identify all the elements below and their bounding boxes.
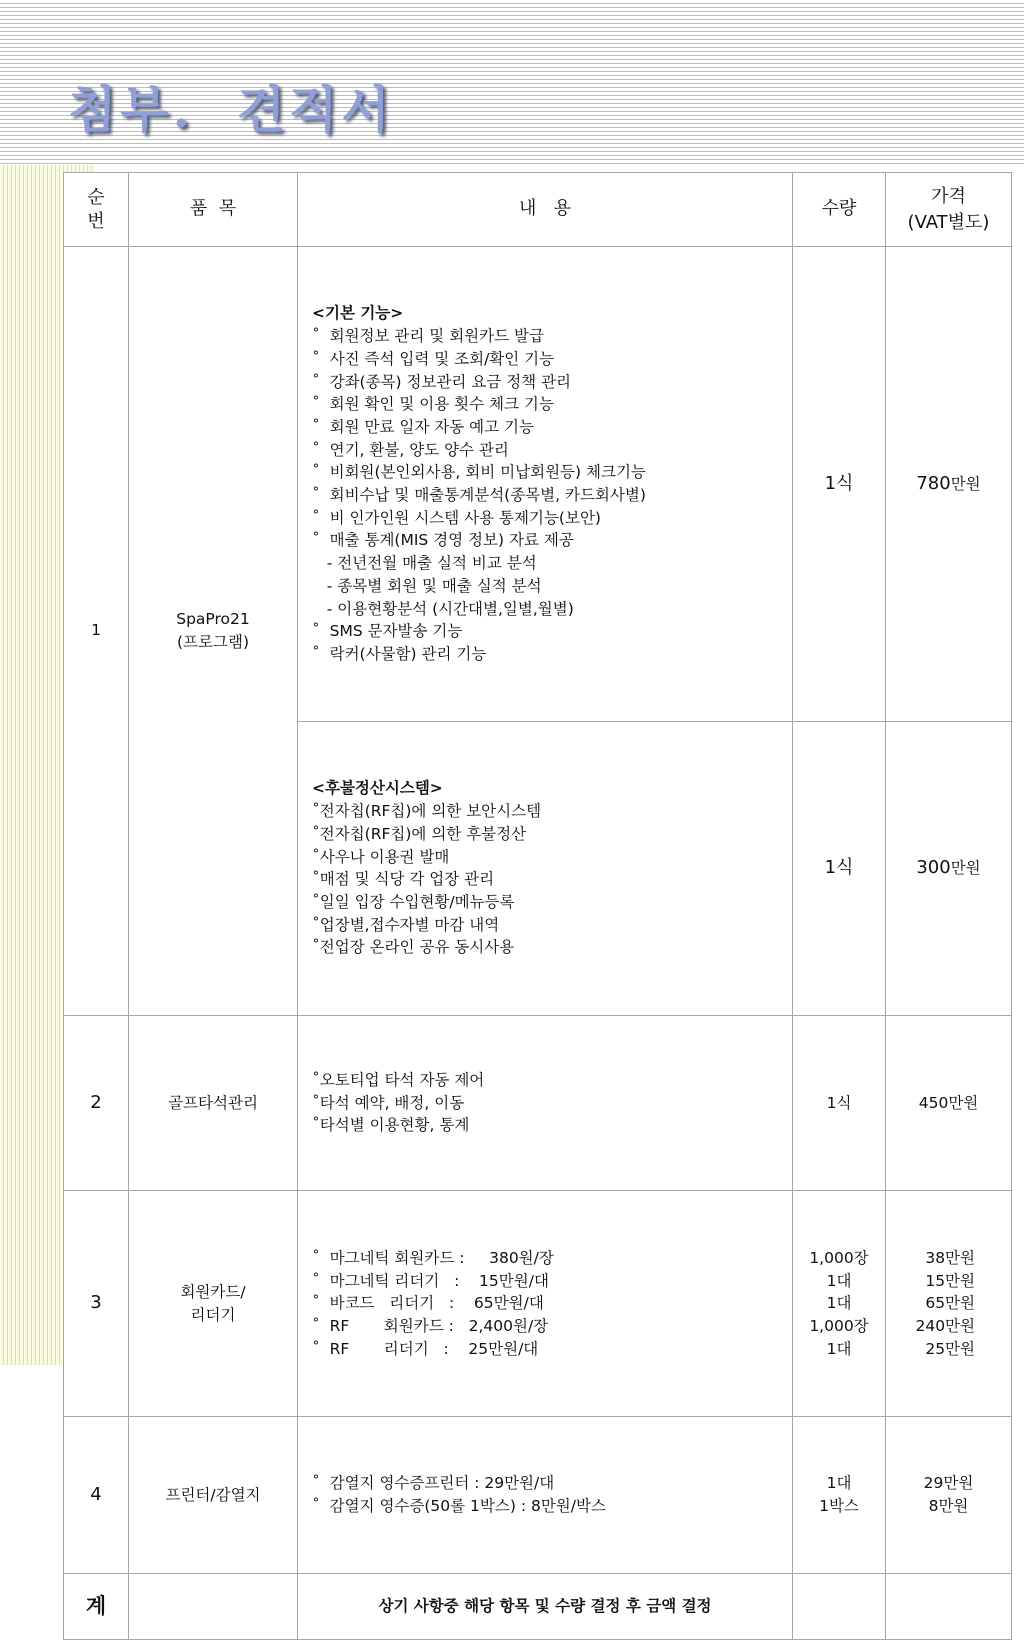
header-price: 가격 (VAT별도) (886, 173, 1012, 247)
total-price-empty (886, 1573, 1012, 1639)
content-line: ˚ 비회원(본인외사용, 회비 미납회원등) 체크기능 (312, 463, 646, 482)
header-content: 내 용 (298, 173, 793, 247)
price-value: 8만원 (928, 1496, 969, 1515)
row-price (886, 1416, 1012, 1573)
content-line: ˚ 사진 즉석 입력 및 조회/확인 기능 (312, 349, 555, 368)
content-line: ˚ 마그네틱 회원카드 : 380원/장 (312, 1248, 554, 1267)
page-title: 첨부. 견적서 (68, 80, 394, 139)
row-content (298, 247, 793, 722)
qty-value: 1대 (826, 1339, 852, 1358)
qty-value: 1박스 (819, 1496, 859, 1515)
row-item: 회원카드/ 리더기 (129, 1191, 298, 1416)
content-line: <후불정산시스템> (312, 779, 443, 798)
row-content (298, 1191, 793, 1416)
header-item: 품 목 (129, 173, 298, 247)
header-qty: 수량 (793, 173, 886, 247)
row-qty: 1식 (793, 247, 886, 722)
row-content (298, 1416, 793, 1573)
total-qty-empty (793, 1573, 886, 1639)
row-content (298, 1015, 793, 1191)
row-no: 2 (64, 1015, 129, 1191)
row-price: 450만원 (886, 1015, 1012, 1191)
qty-value: 1,000장 (809, 1248, 869, 1267)
qty-value: 1대 (826, 1271, 852, 1290)
row-no: 3 (64, 1191, 129, 1416)
qty-value: 1대 (826, 1474, 852, 1493)
content-line: ˚ 회원 확인 및 이용 횟수 체크 기능 (312, 395, 554, 414)
quote-table (63, 172, 1012, 1640)
content-line: ˚전업장 온라인 공유 동시사용 (312, 938, 515, 957)
row-price (886, 722, 1012, 1015)
content-line: ˚업장별,접수자별 마감 내역 (312, 915, 500, 934)
total-row (64, 1573, 1012, 1639)
row-no: 1 (64, 247, 129, 1016)
content-line: - 전년전월 매출 실적 비교 분석 (312, 554, 537, 573)
row-item: 골프타석관리 (129, 1015, 298, 1191)
price-value: 38만원 (925, 1248, 975, 1267)
content-line: ˚전자칩(RF칩)에 의한 보안시스템 (312, 802, 542, 821)
content-line: ˚ 강좌(종목) 정보관리 요금 정책 관리 (312, 372, 572, 391)
row-qty: 1식 (793, 1015, 886, 1191)
row-no: 4 (64, 1416, 129, 1573)
total-item-empty (129, 1573, 298, 1639)
row-price (886, 247, 1012, 722)
content-line: ˚ 락커(사물함) 관리 기능 (312, 644, 487, 663)
content-line: ˚ RF 리더기 : 25만원/대 (312, 1339, 539, 1358)
row-qty: 1식 (793, 722, 886, 1015)
content-line: ˚오토티업 타석 자동 제어 (312, 1070, 485, 1089)
row-content (298, 722, 793, 1015)
row-item: SpaPro21 (프로그램) (129, 247, 298, 1016)
content-line: ˚ 바코드 리더기 : 65만원/대 (312, 1294, 544, 1313)
content-line: ˚ 회원정보 관리 및 회원카드 발급 (312, 327, 544, 346)
price-number: 780 (916, 472, 951, 494)
content-line: ˚ RF 회원카드 : 2,400원/장 (312, 1316, 549, 1335)
table-row (64, 247, 1012, 722)
content-line: <기본 기능> (312, 304, 404, 323)
content-line: ˚타석별 이용현황, 통계 (312, 1116, 470, 1135)
content-line: ˚타석 예약, 배정, 이동 (312, 1093, 465, 1112)
qty-value: 1,000장 (809, 1316, 869, 1335)
price-value: 65만원 (925, 1294, 975, 1313)
table-row (64, 1015, 1012, 1191)
content-line: ˚ 회비수납 및 매출통계분석(종목별, 카드회사별) (312, 486, 646, 505)
content-line: ˚매점 및 식당 각 업장 관리 (312, 870, 495, 889)
content-line: ˚ 마그네틱 리더기 : 15만원/대 (312, 1271, 549, 1290)
price-value: 15만원 (925, 1271, 975, 1290)
content-line: ˚ 매출 통계(MIS 경영 정보) 자료 제공 (312, 531, 574, 550)
row-price (886, 1191, 1012, 1416)
content-line: ˚전자칩(RF칩)에 의한 후불정산 (312, 824, 527, 843)
content-line: - 종목별 회원 및 매출 실적 분석 (312, 576, 542, 595)
table-row (64, 1191, 1012, 1416)
price-list (890, 1472, 1007, 1517)
row-qty (793, 1191, 886, 1416)
qty-value: 1대 (826, 1294, 852, 1313)
content-line: ˚ 비 인가인원 시스템 사용 통제기능(보안) (312, 508, 601, 527)
content-line: ˚ 회원 만료 일자 자동 예고 기능 (312, 417, 534, 436)
table-row (64, 1416, 1012, 1573)
content-line: ˚ SMS 문자발송 기능 (312, 622, 463, 641)
row-qty (793, 1416, 886, 1573)
price-unit: 만원 (950, 474, 981, 493)
content-line: ˚ 감열지 영수증프린터 : 29만원/대 (312, 1474, 555, 1493)
qty-list (797, 1247, 881, 1361)
price-value: 25만원 (925, 1339, 975, 1358)
price-list (890, 1247, 1007, 1361)
row-item: 프린터/감열지 (129, 1416, 298, 1573)
price-number: 300 (916, 856, 951, 878)
price-value: 29만원 (923, 1474, 974, 1493)
price-unit: 만원 (950, 858, 981, 877)
content-line: ˚일일 입장 수입현황/메뉴등록 (312, 892, 515, 911)
content-line: ˚ 감열지 영수증(50롤 1박스) : 8만원/박스 (312, 1496, 606, 1515)
header-no: 순 번 (64, 173, 129, 247)
content-line: ˚사우나 이용권 발매 (312, 847, 450, 866)
price-value: 240만원 (915, 1316, 975, 1335)
qty-list (797, 1472, 881, 1517)
header-row (64, 173, 1012, 247)
total-note: 상기 사항중 해당 항목 및 수량 결정 후 금액 결정 (298, 1573, 793, 1639)
content-line: - 이용현황분석 (시간대별,일별,월별) (312, 599, 574, 618)
content-line: ˚ 연기, 환불, 양도 양수 관리 (312, 440, 509, 459)
total-label: 계 (64, 1573, 129, 1639)
